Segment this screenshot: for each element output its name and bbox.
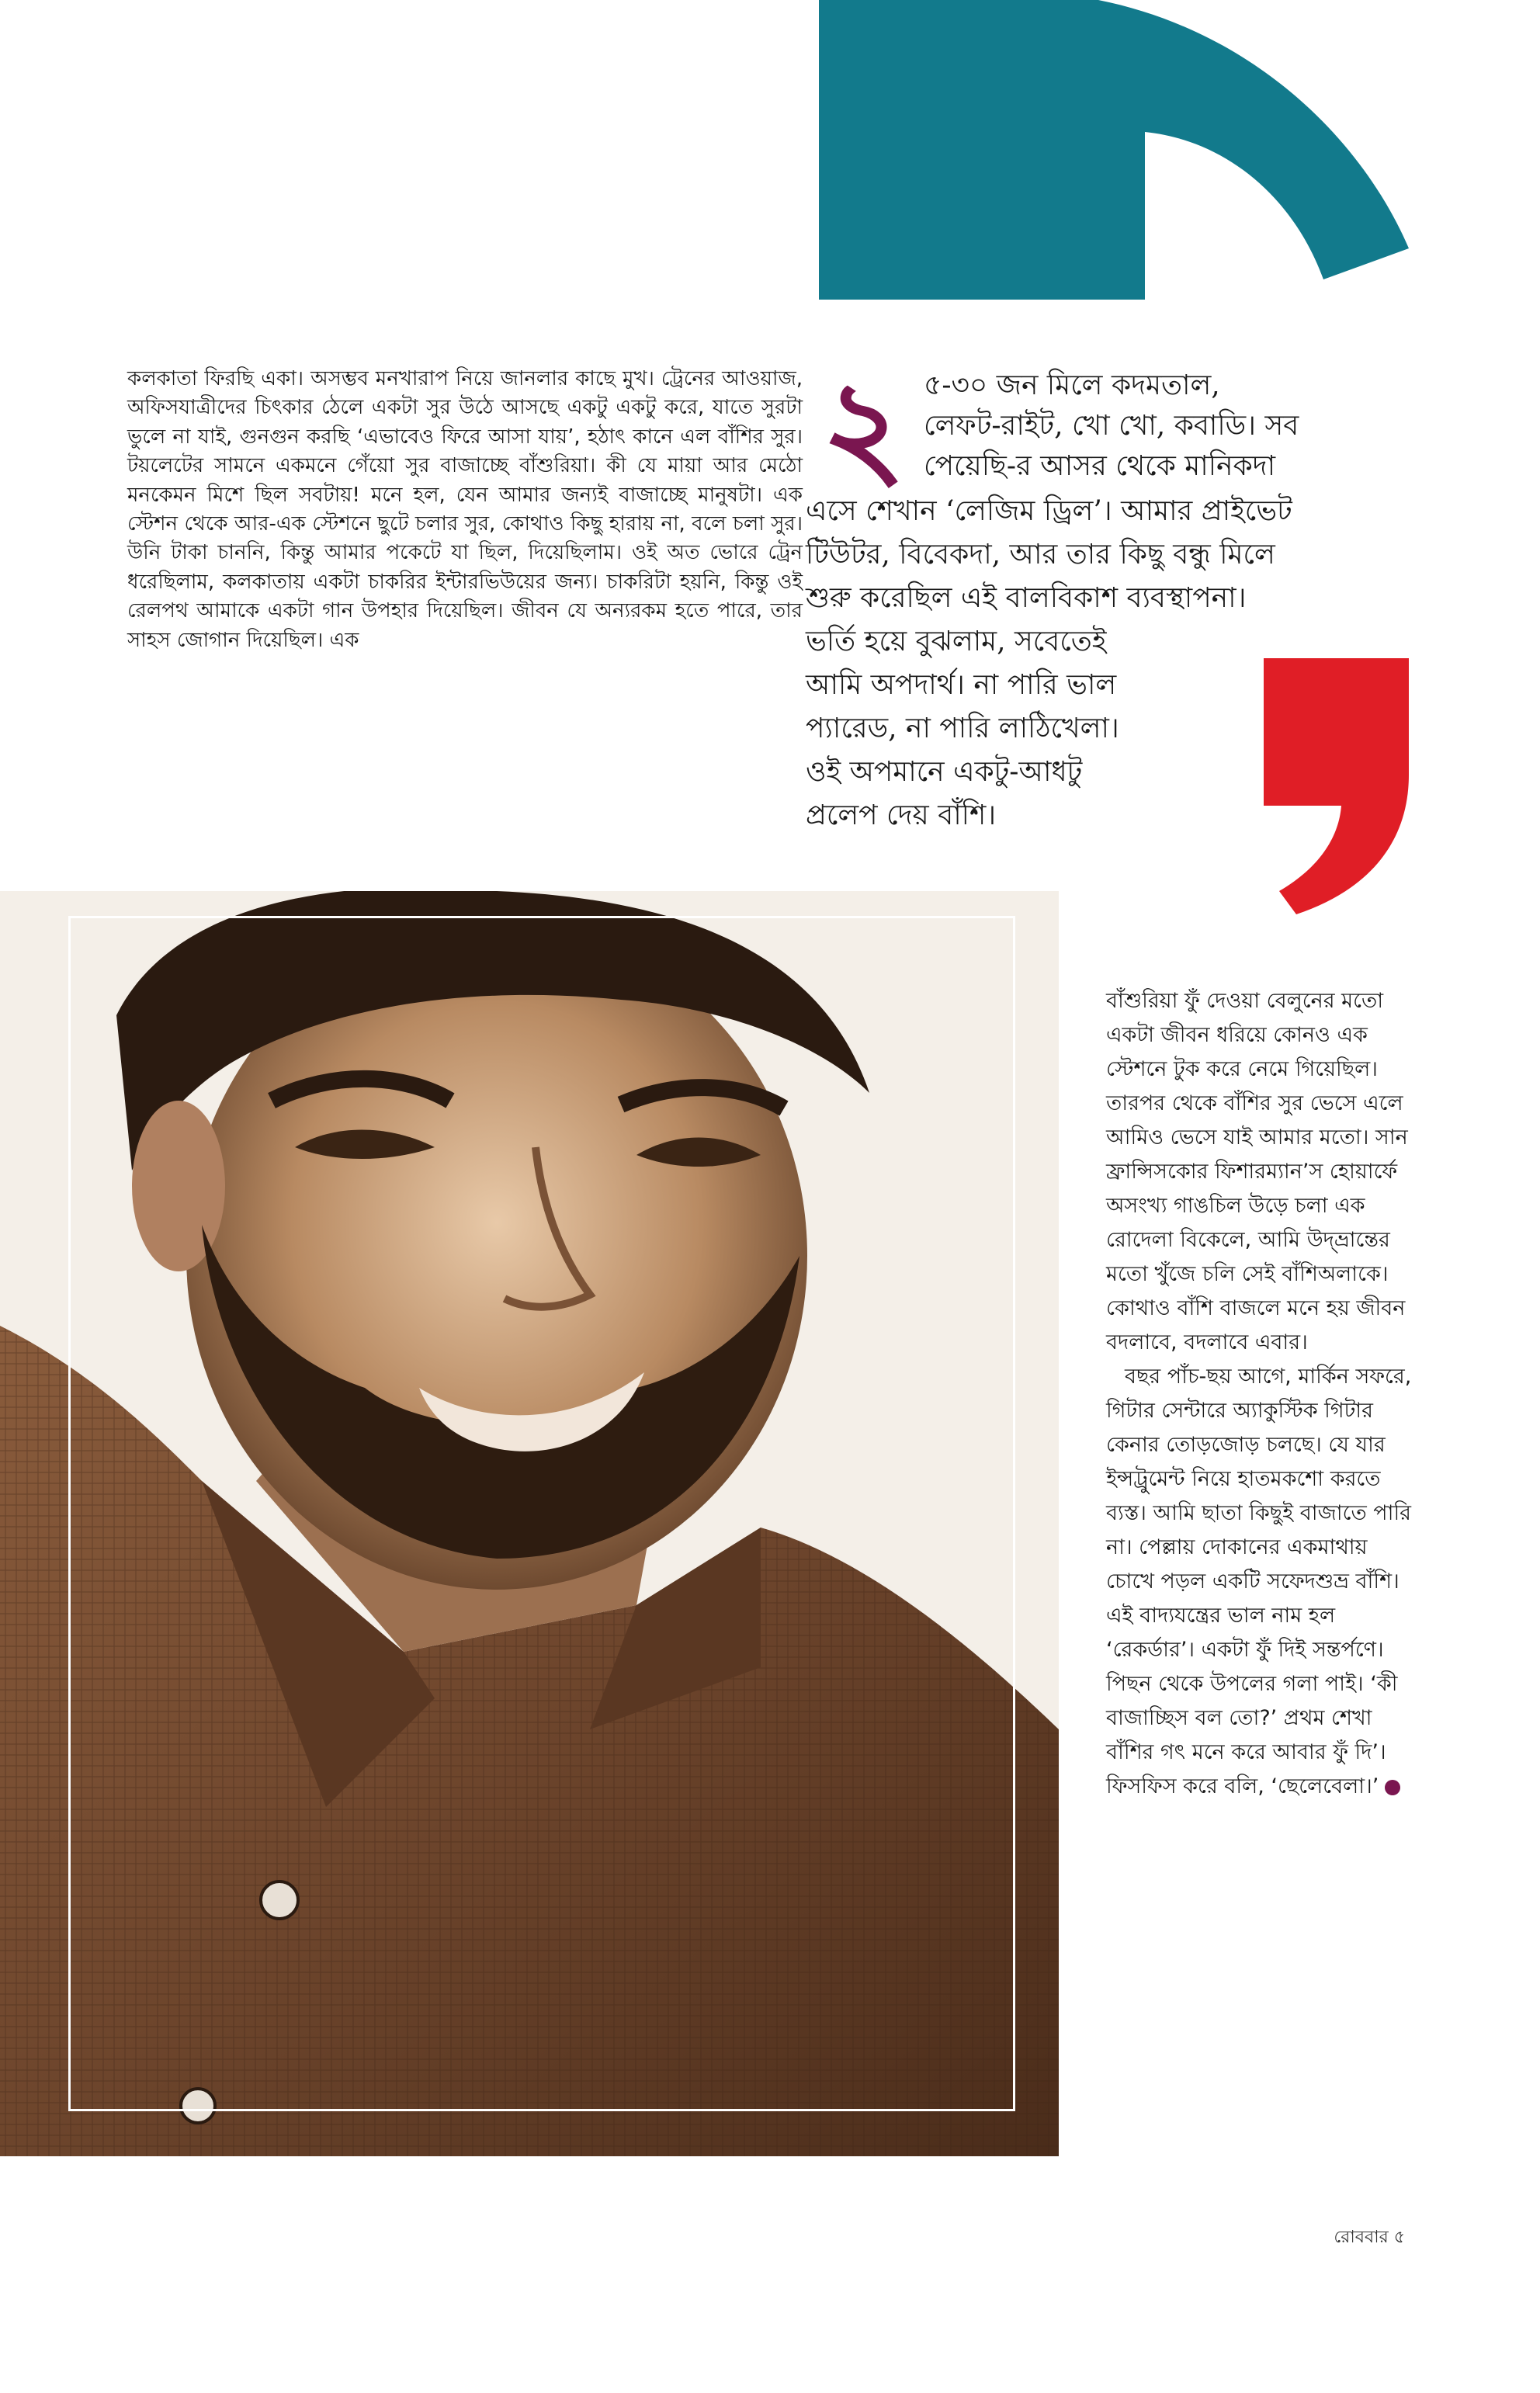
decorative-teal-shape bbox=[819, 0, 1409, 300]
pull-quote-line: পেয়েছি-র আসর থেকে মানিকদা bbox=[924, 450, 1276, 482]
decorative-red-comma bbox=[1234, 658, 1409, 914]
right-paragraph-2 bbox=[1106, 1360, 1420, 1804]
pull-quote-line: প্যারেড, না পারি লাঠিখেলা। bbox=[806, 713, 1119, 744]
body-paragraph-right bbox=[1106, 984, 1420, 1804]
page-footer: রোববার ৫ bbox=[1334, 2228, 1405, 2247]
right-paragraph-2-text: বছর পাঁচ-ছয় আগে, মার্কিন সফরে, গিটার সেন্টারে অ্যাকুস্টিক গিটার কেনার তোড়জোড় চলছে। যে যার ইন্সট্রুমেন্ট নিয়ে হাতমকশো করতে ব্যস্ত। আমি ছাতা কিছুই বাজাতে পারি না। পেল্লায় দোকানের একমাথায় চোখে পড়ল একটি সফেদশুভ্র বাঁশি। এই বাদ্যযন্ত্রের ভাল নাম হল ‘রেকর্ডার’। একটা ফুঁ দিই সন্তর্পণে। পিছন থেকে উপলের গলা পাই। ‘কী বাজাচ্ছিস বল তো?’ প্রথম শেখা বাঁশির গৎ মনে করে আবার ফুঁ দি’। ফিসফিস করে বলি, ‘ছেলেবেলা।’ bbox=[1106, 1365, 1412, 1798]
body-paragraph-left: কলকাতা ফিরছি একা। অসম্ভব মনখারাপ নিয়ে জানলার কাছে মুখ। ট্রেনের আওয়াজ, অফিসযাত্রীদের চিৎকার ঠেলে একটা সুর উঠে আসছে একটু একটু করে, যাতে সুরটা ভুলে না যাই, গুনগুন করছি ‘এভাবেও ফিরে আসা যায়’, হঠাৎ কানে এল বাঁশির সুর। টয়লেটের সামনে একমনে গেঁয়ো সুর বাজাচ্ছে বাঁশুরিয়া। কী যে মায়া আর মেঠো মনকেমন মিশে ছিল সবটায়! মনে হল, যেন আমার জন্যই বাজাচ্ছে মানুষটা। এক স্টেশন থেকে আর-এক স্টেশনে ছুটে চলার সুর, কোথাও কিছু হারায় না, বলে চলা সুর। উনি টাকা চাননি, কিন্তু আমার পকেটে যা ছিল, দিয়েছিলাম। ওই অত ভোরে ট্রেন ধরেছিলাম, কলকাতায় একটা চাকরির ইন্টারভিউয়ের জন্য। চাকরিটা হয়নি, কিন্তু ওই রেলপথ আমাকে একটা গান উপহার দিয়েছিল। জীবন যে অন্যরকম হতে পারে, তার সাহস জোগান দিয়েছিল। এক bbox=[127, 367, 803, 652]
pull-quote-line: ভর্তি হয়ে বুঝলাম, সবেতেই bbox=[806, 626, 1107, 657]
end-of-article-dot-icon bbox=[1385, 1780, 1400, 1795]
photo-frame-border bbox=[68, 916, 1015, 2111]
pull-quote-line: আমি অপদার্থ। না পারি ভাল bbox=[806, 669, 1117, 701]
drop-cap: ২ bbox=[821, 350, 907, 504]
pull-quote-line: শুরু করেছিল এই বালবিকাশ ব্যবস্থাপনা। bbox=[806, 582, 1247, 614]
pull-quote-line: লেফট-রাইট, খো খো, কবাডি। সব bbox=[924, 410, 1299, 442]
pull-quote-line: প্রলেপ দেয় বাঁশি। bbox=[806, 799, 997, 831]
pull-quote-line: টিউটর, বিবেকদা, আর তার কিছু বন্ধু মিলে bbox=[806, 539, 1275, 571]
pull-quote-line: এসে শেখান ‘লেজিম ড্রিল’। আমার প্রাইভেট bbox=[806, 495, 1292, 527]
pull-quote-line: ৫-৩০ জন মিলে কদমতাল, bbox=[924, 369, 1220, 401]
right-paragraph-1: বাঁশুরিয়া ফুঁ দেওয়া বেলুনের মতো একটা জীবন ধরিয়ে কোনও এক স্টেশনে টুক করে নেমে গিয়েছিল। তারপর থেকে বাঁশির সুর ভেসে এলে আমিও ভেসে যাই আমার মতো। সান ফ্রান্সিসকোর ফিশারম্যান’স হোয়ার্ফে অসংখ্য গাঙচিল উড়ে চলা এক রোদেলা বিকেলে, আমি উদ্‌ভ্রান্তের মতো খুঁজে চলি সেই বাঁশিঅলাকে। কোথাও বাঁশি বাজলে মনে হয় জীবন বদলাবে, বদলাবে এবার। bbox=[1106, 989, 1408, 1354]
pull-quote-line: ওই অপমানে একটু-আধটু bbox=[806, 756, 1083, 788]
